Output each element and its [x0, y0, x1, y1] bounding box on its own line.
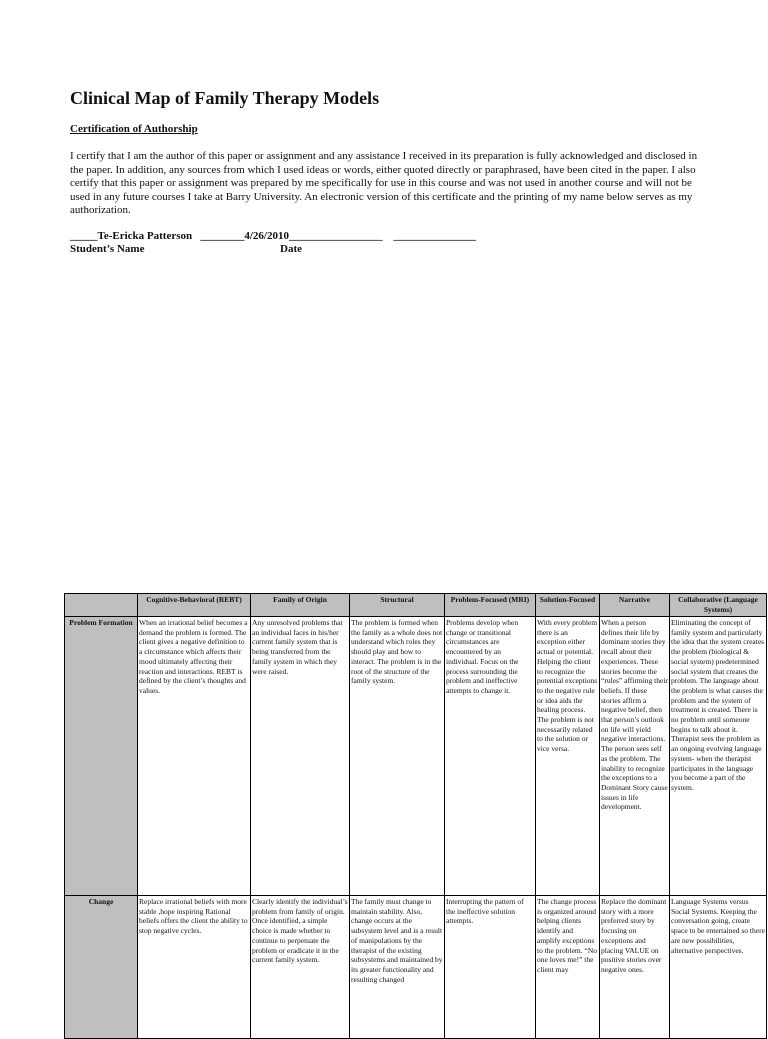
table-cell: Replace the dominant story with a more preferred story by focusing on exceptions and placing VALUE on positive stories over negative ones.: [600, 896, 670, 1039]
column-header: Collaborative (Language Systems): [670, 594, 767, 617]
table-cell: Clearly identify the individual’s problem from family of origin. Once identified, a simple choice is made whether to continue to perpetuate the problem or eradicate it in the current family system.: [251, 896, 350, 1039]
table-cell: Eliminating the concept of family system and particularly the idea that the system creates the problem (biological & social system) predetermined social system that creates the problem. The language about the problem is what causes the problem and the system of treatment is created. There is no problem until someone begins to talk about it. Therapist sees the problem as an ongoing evolving language system- when the therapist participates in the language you become a part of the system.: [670, 617, 767, 896]
column-header: Structural: [350, 594, 445, 617]
row-header: Change: [65, 896, 138, 1039]
table-cell: Replace irrational beliefs with more stable ,hope inspiring Rational beliefs offers the client the ability to stop negative cycles.: [138, 896, 251, 1039]
table-cell: The problem is formed when the family as a whole does not understand which roles they should play and how to interact. The problem is in the root of the structure of the family system.: [350, 617, 445, 896]
certification-paragraph: I certify that I am the author of this paper or assignment and any assistance I received in its preparation is fully acknowledged and disclosed in the paper. In addition, any sources from which I used ideas or words, either quoted directly or paraphrased, have been cited in the paper. I also certify that this paper or assignment was prepared by me specifically for use in this course and was not used in another course and will not be used in any future courses I take at Barry University. An electronic version of this certificate and the printing of my name below serves as my authorization.: [70, 150, 698, 217]
table-cell: The family must change to maintain stability. Also, change occurs at the subsystem level and is a result of manipulations by the therapist of the existing subsystems and maintained by its greater functionality and resulting changed: [350, 896, 445, 1039]
signature-labels: [70, 243, 302, 255]
table-row: [65, 617, 767, 896]
document-title: Clinical Map of Family Therapy Models: [70, 88, 380, 108]
therapy-models-table: [64, 593, 767, 1039]
column-header: Cognitive-Behavioral (REBT): [138, 594, 251, 617]
row-header: Problem Formation: [65, 617, 138, 896]
column-header: Problem-Focused (MRI): [445, 594, 536, 617]
column-header: Family of Origin: [251, 594, 350, 617]
table-cell: When a person defines their life by dominant stories they recall about their experiences. These stories become the “rules” affirming their beliefs. If these stories affirm a negative belief, then that person’s outlook on life will yield negative interactions. The person sees self as the problem. The inability to recognize the exceptions to a Dominant Story cause issues in life development.: [600, 617, 670, 896]
table-cell: Problems develop when change or transitional circumstances are encountered by an individual. Focus on the process surrounding the problem and ineffective attempts to change it.: [445, 617, 536, 896]
table-row: [65, 896, 767, 1039]
table-cell: The change process is organized around helping clients identify and amplify exceptions to the problem. “No one loves me!” the client may: [536, 896, 600, 1039]
column-header: Narrative: [600, 594, 670, 617]
table-cell: With every problem there is an exception either actual or potential. Helping the client to recognize the potential exceptions to the negative rule or idea aids the healing process. The problem is not necessarily related to the solution or vice versa.: [536, 617, 600, 896]
table-cell: Language Systems versus Social Systems. Keeping the conversation going, create space to be entertained so there are new possibilities, alternative perspectives.: [670, 896, 767, 1039]
date-label: Date: [280, 243, 302, 255]
table-cell: Interrupting the pattern of the ineffective solution attempts.: [445, 896, 536, 1039]
certification-heading: Certification of Authorship: [70, 123, 198, 135]
table-header-row: [65, 594, 767, 617]
table-corner-cell: [65, 594, 138, 617]
student-name-label: Student’s Name: [70, 243, 145, 255]
table-cell: Any unresolved problems that an individual faces in his/her current family system that is being transferred from the family system in which they were raised.: [251, 617, 350, 896]
table-cell: When an irrational belief becomes a demand the problem is formed. The client gives a negative definition to a circumstance which affects their mood ultimately affecting their reaction and interactions. REBT is defined by the client’s thoughts and values.: [138, 617, 251, 896]
column-header: Solution-Focused: [536, 594, 600, 617]
signature-line: _____Te-Ericka Patterson ________4/26/2010_________________ _______________: [70, 230, 476, 242]
